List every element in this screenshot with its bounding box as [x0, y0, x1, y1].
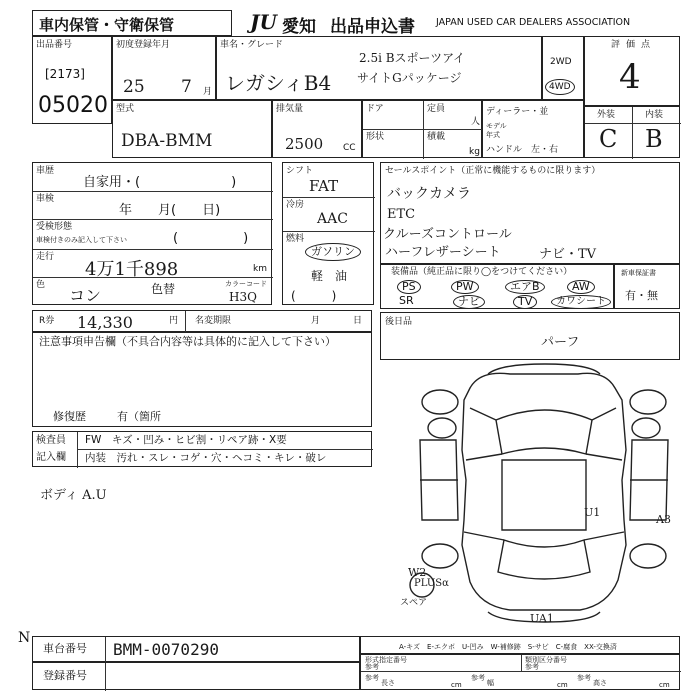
cooler-label: 冷房 — [286, 200, 305, 210]
inspector-label: 検査員 — [36, 435, 66, 446]
width-label: 幅 — [487, 679, 494, 687]
height-ref-label: 参考 — [577, 674, 591, 682]
class-no-label: 類別区分番号 — [525, 656, 567, 664]
score-value: 4 — [619, 57, 641, 97]
wheel-front-right — [630, 390, 666, 414]
class-ref-label: 参考 — [525, 663, 539, 671]
length-ref-label: 参考 — [365, 674, 379, 682]
car-history-value: 自家用・( ) — [83, 175, 237, 190]
color-label: 色 — [36, 280, 46, 290]
equip-power-seat: カワシート — [551, 295, 611, 309]
car-body-outline — [420, 373, 668, 610]
rear-seat-label: 後日品 — [385, 317, 413, 327]
entry-label: 記入欄 — [36, 452, 66, 463]
height-label: 高さ — [593, 679, 607, 687]
acceptance-value: ( ) — [173, 231, 249, 246]
sales-point-2: ETC — [387, 207, 416, 222]
handwritten-note: ボディ A.U — [40, 488, 107, 503]
fuel-gas: ガソリン — [305, 243, 361, 261]
first-reg-year: 25 — [123, 77, 145, 97]
storage-label: 車内保管・守衛保管 — [39, 16, 175, 34]
inspector-box — [32, 431, 372, 467]
km-unit: km — [253, 264, 267, 274]
address-change-label: 名変期限 — [195, 316, 232, 326]
lot-box — [32, 36, 112, 124]
model-value: DBA-BMM — [121, 131, 213, 151]
fw-line: FW キズ・凹み・ヒビ割・リペア跡・X要 — [85, 434, 287, 446]
side-mark: N — [18, 630, 31, 646]
form-no-label: 形式指定番号 — [365, 656, 407, 664]
mileage-value: 4万1千898 — [85, 259, 179, 280]
doors-label: ドア — [366, 104, 384, 114]
cooler-value: AAC — [317, 211, 348, 227]
recycle-amount: 14,330 — [77, 313, 133, 332]
load-label: 積載 — [427, 132, 446, 142]
ju-logo: JU — [250, 10, 277, 34]
exterior-grade: C — [599, 125, 618, 153]
capacity-label: 定員 — [427, 104, 446, 114]
wheel-front-left — [422, 390, 458, 414]
length-cm: cm — [451, 681, 462, 689]
legend-box — [360, 636, 680, 654]
mark-plus: PLUSα — [414, 578, 449, 589]
door-box — [362, 100, 482, 158]
model-year-label1: モデル — [486, 122, 507, 130]
model-year-label2: 年式 — [486, 131, 500, 139]
mark-w2: W2 — [408, 566, 427, 579]
displacement-label: 排気量 — [276, 104, 304, 114]
warranty-value: 有・無 — [625, 289, 658, 302]
notes-header: 注意事項申告欄（不具合内容等は具体的に記入して下さい） — [39, 335, 336, 348]
equipment-header: 装備品（純正品に限り◯をつけてください） — [391, 267, 573, 277]
yen-unit: 円 — [169, 316, 179, 326]
sales-header: セールスポイント（正常に機能するものに限ります） — [385, 166, 601, 176]
displacement-box — [272, 100, 362, 158]
width-ref-label: 参考 — [471, 674, 485, 682]
notes-box — [32, 332, 372, 427]
recycle-label: R券 — [39, 316, 55, 326]
storage-label-box — [32, 10, 232, 36]
wheel-rear-right — [630, 544, 666, 568]
car-name: レガシィB4 — [225, 71, 332, 95]
equip-airbag: エアB — [505, 280, 545, 294]
shift-value: FAT — [309, 177, 339, 195]
interior-label: 内装 — [645, 110, 664, 120]
length-label: 長さ — [381, 679, 395, 687]
rear-seat-box — [380, 312, 680, 360]
form-ref-label: 参考 — [365, 663, 379, 671]
lot-number: 05020 — [38, 93, 108, 118]
history-box — [32, 162, 272, 305]
color-value: コン — [69, 286, 102, 305]
mileage-label: 走行 — [36, 252, 55, 262]
mirror-right — [632, 418, 660, 438]
month-unit: 月 — [203, 87, 213, 97]
equipment-box — [380, 264, 614, 309]
frame-number: BMM-0070290 — [113, 640, 219, 659]
color-code-value: H3Q — [229, 290, 257, 304]
equip-sr: SR — [399, 294, 414, 307]
frame-label: 車台番号 — [43, 642, 87, 655]
sales-box — [380, 162, 680, 264]
kg-unit: kg — [469, 147, 480, 157]
drive-box — [542, 36, 584, 100]
dealer-label: ディーラー・並 — [486, 107, 549, 117]
displacement-value: 2500 — [285, 135, 324, 153]
repair-value: 有（箇所 — [117, 410, 161, 423]
sales-point-5: ナビ・TV — [539, 247, 597, 262]
spec-number-box — [360, 654, 680, 690]
equip-navi: ナビ — [453, 295, 485, 309]
fuel-other: ( ) — [291, 289, 337, 303]
warranty-label: 新車保証書 — [621, 269, 656, 277]
address-day-unit: 日 — [353, 316, 363, 326]
drive-2wd: 2WD — [550, 57, 572, 67]
mark-a3: A3 — [656, 513, 671, 526]
sales-point-4: ハーフレザーシート — [385, 245, 501, 260]
first-reg-month: 7 — [181, 77, 192, 97]
color-code-label: カラーコード — [225, 280, 267, 288]
sales-point-1: バックカメラ — [387, 186, 471, 202]
form-title: 出品申込書 — [330, 17, 415, 37]
fuel-diesel: 軽 油 — [311, 269, 348, 283]
frame-box — [32, 636, 360, 662]
model-box — [112, 100, 272, 158]
person-unit: 人 — [471, 117, 481, 127]
rear-seat-value: パーフ — [541, 335, 580, 350]
grade-line1: 2.5i Bスポーツアイ — [359, 51, 465, 65]
inspection-label: 車検 — [36, 194, 55, 204]
color-change-label: 色替 — [151, 282, 176, 296]
acceptance-label: 受検形態 — [36, 222, 73, 232]
sales-point-3: クルーズコントロール — [383, 227, 512, 242]
association-name: JAPAN USED CAR DEALERS ASSOCIATION — [436, 17, 631, 28]
car-name-label: 車名・グレード — [220, 40, 284, 50]
equip-tv: TV — [513, 295, 537, 309]
warranty-box — [614, 264, 680, 309]
fuel-label: 燃料 — [286, 234, 305, 244]
interior-line: 内装 汚れ・スレ・コゲ・穴・ヘコミ・キレ・破レ — [85, 452, 327, 464]
spare-label: スペア — [400, 598, 428, 608]
model-label: 型式 — [116, 104, 135, 114]
inspection-value: 年 月( 日) — [119, 203, 221, 218]
equip-ps: PS — [397, 280, 421, 294]
equip-pw: PW — [451, 280, 479, 294]
first-reg-label: 初度登録年月 — [116, 40, 171, 50]
equip-aw: AW — [567, 280, 595, 294]
reg-box — [32, 662, 360, 690]
car-damage-diagram — [400, 360, 690, 630]
dealer-box — [482, 100, 584, 158]
interior-grade: B — [645, 125, 663, 153]
grade-line2: サイトGパッケージ — [357, 71, 462, 85]
height-cm: cm — [659, 681, 670, 689]
drive-4wd: 4WD — [545, 79, 575, 95]
width-cm: cm — [557, 681, 568, 689]
repair-label: 修復歴 — [53, 410, 86, 423]
shift-label: シフト — [286, 166, 314, 176]
mechanics-box — [282, 162, 374, 305]
shape-label: 形状 — [366, 132, 385, 142]
bumper-front — [488, 364, 600, 374]
lot-code: [2173] — [45, 67, 85, 81]
lot-label: 出品番号 — [36, 40, 73, 50]
first-reg-box — [112, 36, 216, 100]
handle-label: ハンドル 左・右 — [486, 145, 559, 155]
reg-label: 登録番号 — [43, 669, 87, 682]
wheel-rear-left — [422, 544, 458, 568]
car-history-label: 車歴 — [36, 166, 55, 176]
acceptance-sub: 車検付きのみ記入して下さい — [36, 236, 127, 244]
legend-text: A-キズ E-エクボ U-凹み W-補修跡 S-サビ C-腐食 XX-交換済 — [399, 643, 617, 651]
exterior-label: 外装 — [597, 110, 616, 120]
mark-ua1: UA1 — [530, 612, 554, 625]
recycle-box — [32, 310, 372, 332]
car-name-box — [216, 36, 542, 100]
score-label: 評価点 — [611, 40, 657, 50]
address-month-unit: 月 — [311, 316, 321, 326]
score-box — [584, 36, 680, 106]
mark-u1: U1 — [584, 506, 601, 519]
org-name: 愛知 — [282, 17, 316, 37]
exterior-interior-box — [584, 106, 680, 158]
mirror-left — [428, 418, 456, 438]
cc-unit: CC — [343, 143, 356, 153]
